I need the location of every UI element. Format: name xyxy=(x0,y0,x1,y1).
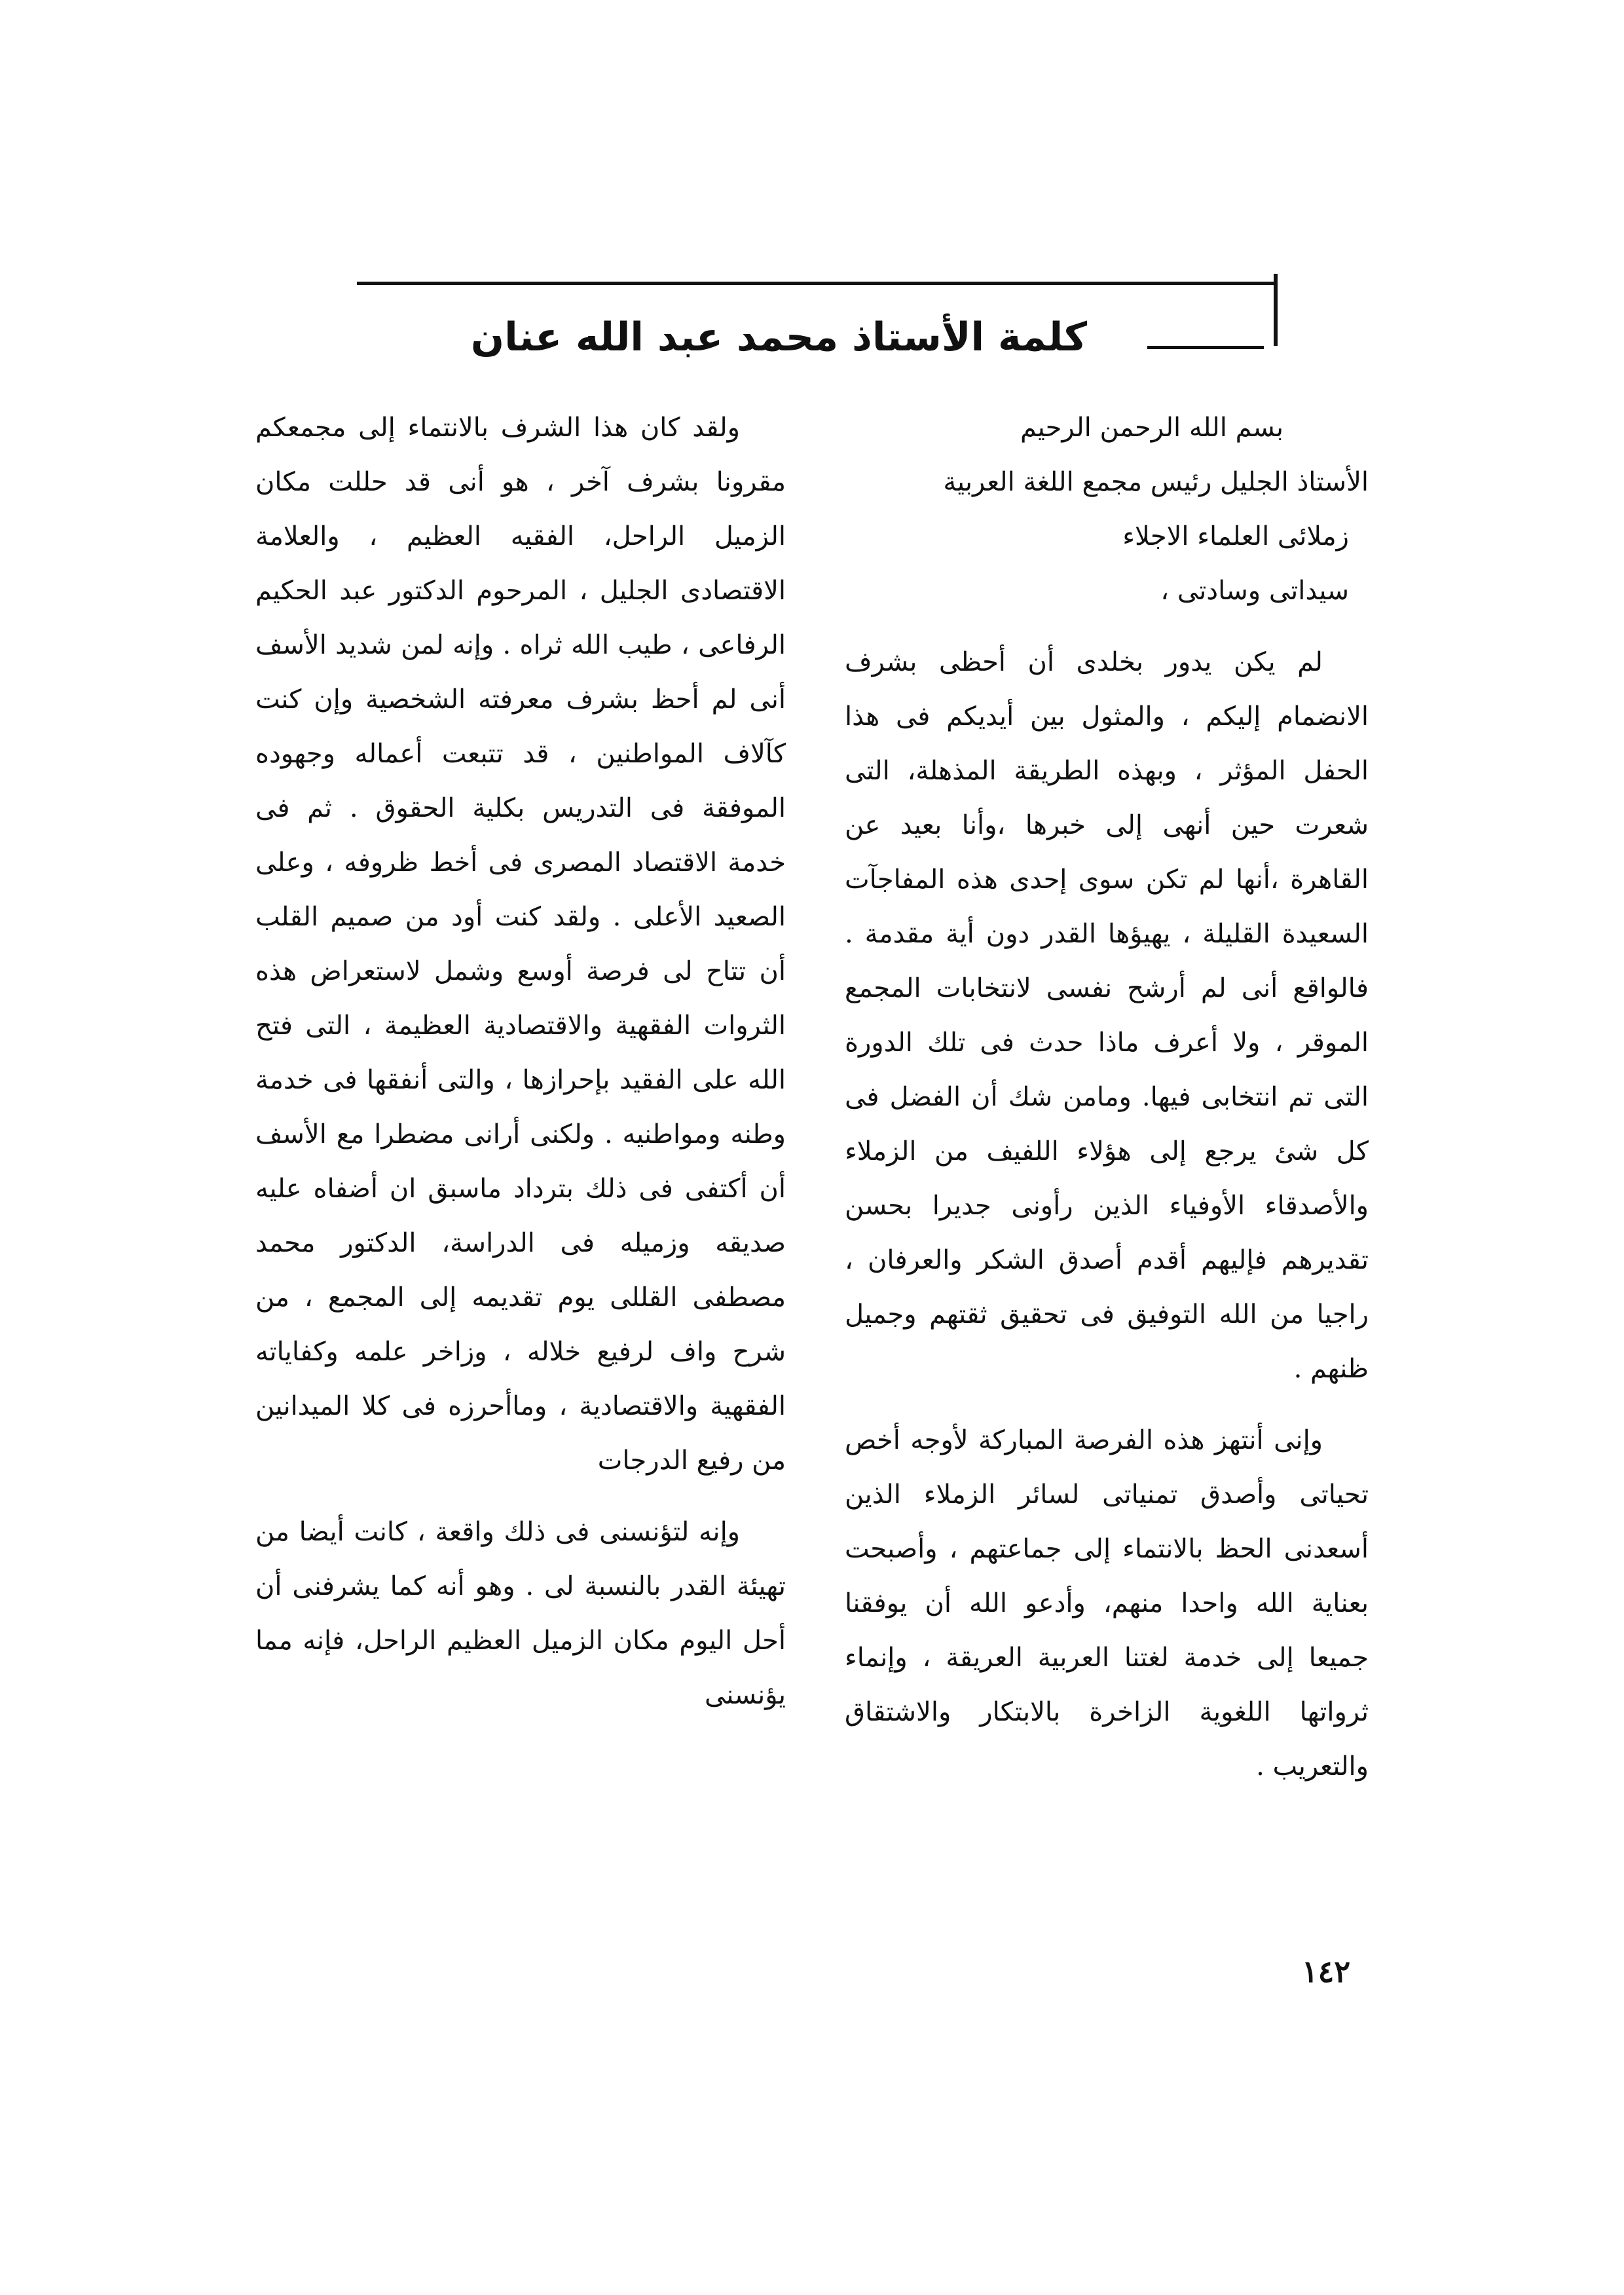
salutation xyxy=(845,455,1369,618)
right-column xyxy=(845,401,1369,1811)
basmala xyxy=(845,401,1369,455)
paragraph: وإنه لتؤنسنى فى ذلك واقعة ، كانت أيضا من تهيئة القدر بالنسبة لى . وهو أنه كما يشرفنى أن أحل اليوم مكان الزميل العظيم الراحل، فإنه مما يؤنسنى xyxy=(255,1517,786,1710)
article-title: كلمة الأستاذ محمد عبد الله عنان xyxy=(470,314,1087,360)
paragraph: ولقد كان هذا الشرف بالانتماء إلى مجمعكم مقرونا بشرف آخر ، هو أنى قد حللت مكان الزميل الراحل، الفقيه العظيم ، والعلامة الاقتصادى الجليل ، المرحوم الدكتور عبد الحكيم الرفاعى ، طيب الله ثراه . وإنه لمن شديد الأسف أنى لم أحظ بشرف معرفته الشخصية وإن كنت كآلاف المواطنين ، قد تتبعت أعماله وجهوده الموفقة فى التدريس بكلية الحقوق . ثم فى خدمة الاقتصاد المصرى فى أخط ظروفه ، وعلى الصعيد الأعلى . ولقد كنت أود من صميم القلب أن تتاح لى فرصة أوسع وشمل لاستعراض هذه الثروات الفقهية والاقتصادية العظيمة ، التى فتح الله على الفقيد بإحرازها ، والتى أنفقها فى خدمة وطنه ومواطنيه . ولكنى أرانى مضطرا مع الأسف أن أكتفى فى ذلك بترداد ماسبق ان أضفاه عليه صديقه وزميله فى الدراسة، الدكتور محمد مصطفى القللى يوم تقديمه إلى المجمع ، من شرح واف لرفيع خلاله ، وزاخر علمه وكفاياته الفقهية والاقتصادية ، وماأحرزه فى كلا الميدانين من رفيع الدرجات xyxy=(255,413,786,1476)
left-column xyxy=(255,401,786,1740)
header-rule-vertical xyxy=(1274,274,1278,346)
header-rule-short xyxy=(1147,346,1264,349)
salutation-line: زملائى العلماء الاجلاء xyxy=(1122,521,1349,551)
basmala-text: بسم الله الرحمن الرحيم xyxy=(1020,413,1283,443)
salutation-line: سيداتى وسادتى ، xyxy=(1160,576,1349,606)
page-number: ١٤٢ xyxy=(1301,1954,1351,1989)
header-rule-horizontal xyxy=(357,282,1277,285)
paragraph: وإنى أنتهز هذه الفرصة المباركة لأوجه أخص تحياتى وأصدق تمنياتى لسائر الزملاء الذين أسعدنى الحظ بالانتماء إلى جماعتهم ، وأصبحت بعناية الله واحدا منهم، وأدعو الله أن يوفقنا جميعا إلى خدمة لغتنا العربية العريقة ، وإنماء ثرواتها اللغوية الزاخرة بالابتكار والاشتقاق والتعريب . xyxy=(845,1425,1369,1782)
paragraph: لم يكن يدور بخلدى أن أحظى بشرف الانضمام إليكم ، والمثول بين أيديكم فى هذا الحفل المؤثر ، وبهذه الطريقة المذهلة، التى شعرت حين أنهى إلى خبرها ،وأنا بعيد عن القاهرة ،أنها لم تكن سوى إحدى هذه المفاجآت السعيدة القليلة ، يهيؤها القدر دون أية مقدمة . فالواقع أنى لم أرشح نفسى لانتخابات المجمع الموقر ، ولا أعرف ماذا حدث فى تلك الدورة التى تم انتخابى فيها. ومامن شك أن الفضل فى كل شئ يرجع إلى هؤلاء اللفيف من الزملاء والأصدقاء الأوفياء الذين رأونى جديرا بحسن تقديرهم فإليهم أقدم أصدق الشكر والعرفان ، راجيا من الله التوفيق فى تحقيق ثقتهم وجميل ظنهم . xyxy=(845,647,1369,1384)
salutation-line: الأستاذ الجليل رئيس مجمع اللغة العربية xyxy=(943,467,1369,497)
